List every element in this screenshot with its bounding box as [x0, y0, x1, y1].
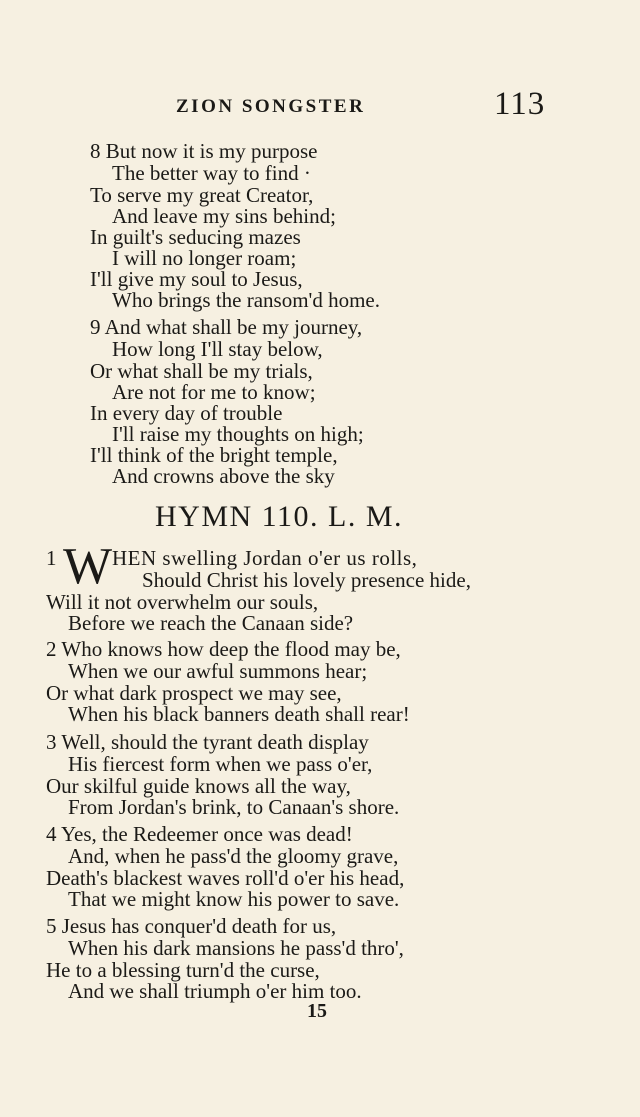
stanza-8-line-3: To serve my great Creator, [90, 183, 314, 207]
stanza-5-line-3: He to a blessing turn'd the curse, [46, 958, 320, 982]
stanza-number: 9 [90, 315, 101, 339]
stanza-1-line-2: Should Christ his lovely presence hide, [142, 568, 471, 592]
verse-line: And what shall be my journey, [104, 315, 363, 339]
stanza-2-line-1 [46, 638, 401, 660]
stanza-8-line-7: I'll give my soul to Jesus, [90, 267, 303, 291]
stanza-8-line-5: In guilt's seducing mazes [90, 225, 301, 249]
stanza-number: 2 [46, 637, 57, 661]
stanza-9-line-5: In every day of trouble [90, 401, 283, 425]
stanza-9-line-2: How long I'll stay below, [112, 337, 323, 361]
stanza-3-line-2: His fiercest form when we pass o'er, [68, 752, 373, 776]
stanza-9-line-3: Or what shall be my trials, [90, 359, 313, 383]
verse-line: But now it is my purpose [105, 139, 318, 163]
stanza-4-line-1 [46, 823, 353, 845]
stanza-1-line-1: HEN swelling Jordan o'er us rolls, [112, 546, 418, 570]
stanza-9-line-8: And crowns above the sky [112, 464, 335, 488]
stanza-8-line-1 [90, 140, 318, 162]
page-number: 113 [494, 86, 546, 122]
stanza-8-line-8: Who brings the ransom'd home. [112, 288, 380, 312]
verse-line: Well, should the tyrant death display [61, 730, 369, 754]
running-head: ZION SONGSTER [176, 96, 366, 117]
verse-line: Who knows how deep the flood may be, [61, 637, 401, 661]
stanza-9-line-1 [90, 316, 362, 338]
stanza-3-line-3: Our skilful guide knows all the way, [46, 774, 351, 798]
stanza-1-number: 1 [46, 546, 57, 570]
stanza-2-line-3: Or what dark prospect we may see, [46, 681, 342, 705]
stanza-2-line-2: When we our awful summons hear; [68, 659, 368, 683]
stanza-4-line-4: That we might know his power to save. [68, 887, 400, 911]
stanza-8-line-2: The better way to find · [112, 161, 311, 185]
stanza-9-line-7: I'll think of the bright temple, [90, 443, 338, 467]
stanza-9-line-4: Are not for me to know; [112, 380, 316, 404]
stanza-5-line-2: When his dark mansions he pass'd thro', [68, 936, 404, 960]
stanza-8-line-6: I will no longer roam; [112, 246, 297, 270]
stanza-3-line-4: From Jordan's brink, to Canaan's shore. [68, 795, 400, 819]
drop-cap: W [63, 538, 113, 595]
signature-mark: 15 [307, 1000, 327, 1022]
stanza-1-line-3: Will it not overwhelm our souls, [46, 590, 319, 614]
stanza-number: 4 [46, 822, 57, 846]
stanza-5-line-4: And we shall triumph o'er him too. [68, 979, 362, 1003]
verse-line: Yes, the Redeemer once was dead! [60, 822, 353, 846]
stanza-5-line-1 [46, 915, 336, 937]
stanza-9-line-6: I'll raise my thoughts on high; [112, 422, 364, 446]
verse-line: Jesus has conquer'd death for us, [61, 914, 337, 938]
stanza-number: 5 [46, 914, 57, 938]
stanza-4-line-3: Death's blackest waves roll'd o'er his head, [46, 866, 405, 890]
stanza-2-line-4: When his black banners death shall rear! [68, 702, 410, 726]
stanza-8-line-4: And leave my sins behind; [112, 204, 336, 228]
stanza-number: 3 [46, 730, 57, 754]
stanza-4-line-2: And, when he pass'd the gloomy grave, [68, 844, 399, 868]
stanza-1-line-4: Before we reach the Canaan side? [68, 611, 354, 635]
stanza-3-line-1 [46, 731, 369, 753]
hymn-title: HYMN 110. L. M. [155, 500, 404, 533]
stanza-number: 8 [90, 139, 101, 163]
